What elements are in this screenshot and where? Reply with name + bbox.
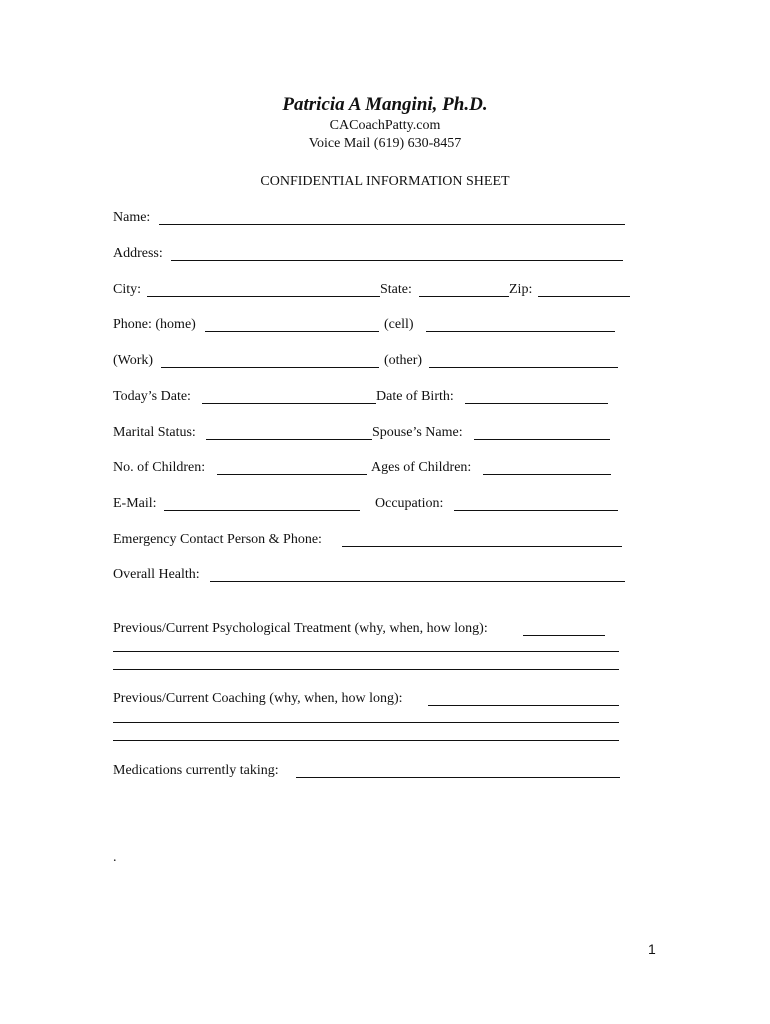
date-of-birth-label: Date of Birth:: [376, 389, 454, 404]
no-children-field[interactable]: [217, 474, 367, 475]
email-field[interactable]: [164, 510, 360, 511]
todays-date-field[interactable]: [202, 403, 376, 404]
coaching-line-2[interactable]: [113, 722, 619, 723]
phone-home-label: Phone: (home): [113, 317, 196, 332]
ages-children-field[interactable]: [483, 474, 611, 475]
marital-status-field[interactable]: [206, 439, 372, 440]
coaching-line-3[interactable]: [113, 740, 619, 741]
medications-field[interactable]: [296, 777, 620, 778]
address-field[interactable]: [171, 260, 623, 261]
name-row: [113, 209, 633, 227]
children-row: [113, 459, 633, 477]
emergency-contact-label: Emergency Contact Person & Phone:: [113, 532, 322, 547]
name-label: Name:: [113, 210, 151, 225]
other-label: (other): [384, 353, 423, 368]
work-row: [113, 352, 633, 370]
website: CACoachPatty.com: [329, 118, 441, 133]
author-name: Patricia A Mangini, Ph.D.: [282, 94, 488, 115]
stray-dot: .: [113, 850, 117, 865]
other-field[interactable]: [429, 367, 618, 368]
psych-treatment-row: [113, 620, 633, 638]
zip-label: Zip:: [509, 282, 533, 297]
state-field[interactable]: [419, 296, 509, 297]
city-row: [113, 281, 633, 299]
cell-field[interactable]: [426, 331, 615, 332]
occupation-field[interactable]: [454, 510, 618, 511]
sheet-title: CONFIDENTIAL INFORMATION SHEET: [260, 174, 510, 189]
marital-row: [113, 424, 633, 442]
city-field[interactable]: [147, 296, 380, 297]
date-of-birth-field[interactable]: [465, 403, 608, 404]
city-label: City:: [113, 282, 142, 297]
psych-treatment-field[interactable]: [523, 635, 605, 636]
cell-label: (cell): [384, 317, 414, 332]
spouse-name-label: Spouse’s Name:: [372, 425, 463, 440]
medications-row: [113, 762, 633, 780]
date-row: [113, 388, 633, 406]
voice-mail: Voice Mail (619) 630-8457: [308, 136, 462, 151]
state-label: State:: [380, 282, 412, 297]
work-label: (Work): [113, 353, 154, 368]
name-field[interactable]: [159, 224, 625, 225]
no-children-label: No. of Children:: [113, 460, 206, 475]
spouse-name-field[interactable]: [474, 439, 610, 440]
marital-status-label: Marital Status:: [113, 425, 196, 440]
medications-label: Medications currently taking:: [113, 763, 279, 778]
emergency-row: [113, 531, 633, 549]
emergency-contact-field[interactable]: [342, 546, 622, 547]
address-row: [113, 245, 633, 263]
coaching-field[interactable]: [428, 705, 619, 706]
overall-health-field[interactable]: [210, 581, 625, 582]
page-number: 1: [648, 941, 656, 957]
psych-treatment-line-3[interactable]: [113, 669, 619, 670]
work-field[interactable]: [161, 367, 379, 368]
health-row: [113, 566, 633, 584]
email-label: E-Mail:: [113, 496, 157, 511]
coaching-row: [113, 690, 633, 708]
zip-field[interactable]: [538, 296, 630, 297]
psych-treatment-line-2[interactable]: [113, 651, 619, 652]
psych-treatment-label: Previous/Current Psychological Treatment (why, when, how long):: [113, 621, 488, 636]
ages-children-label: Ages of Children:: [371, 460, 472, 475]
occupation-label: Occupation:: [375, 496, 444, 511]
overall-health-label: Overall Health:: [113, 567, 200, 582]
coaching-label: Previous/Current Coaching (why, when, how long):: [113, 691, 403, 706]
todays-date-label: Today’s Date:: [113, 389, 191, 404]
address-label: Address:: [113, 246, 163, 261]
email-row: [113, 495, 633, 513]
phone-row: [113, 316, 633, 334]
phone-home-field[interactable]: [205, 331, 379, 332]
